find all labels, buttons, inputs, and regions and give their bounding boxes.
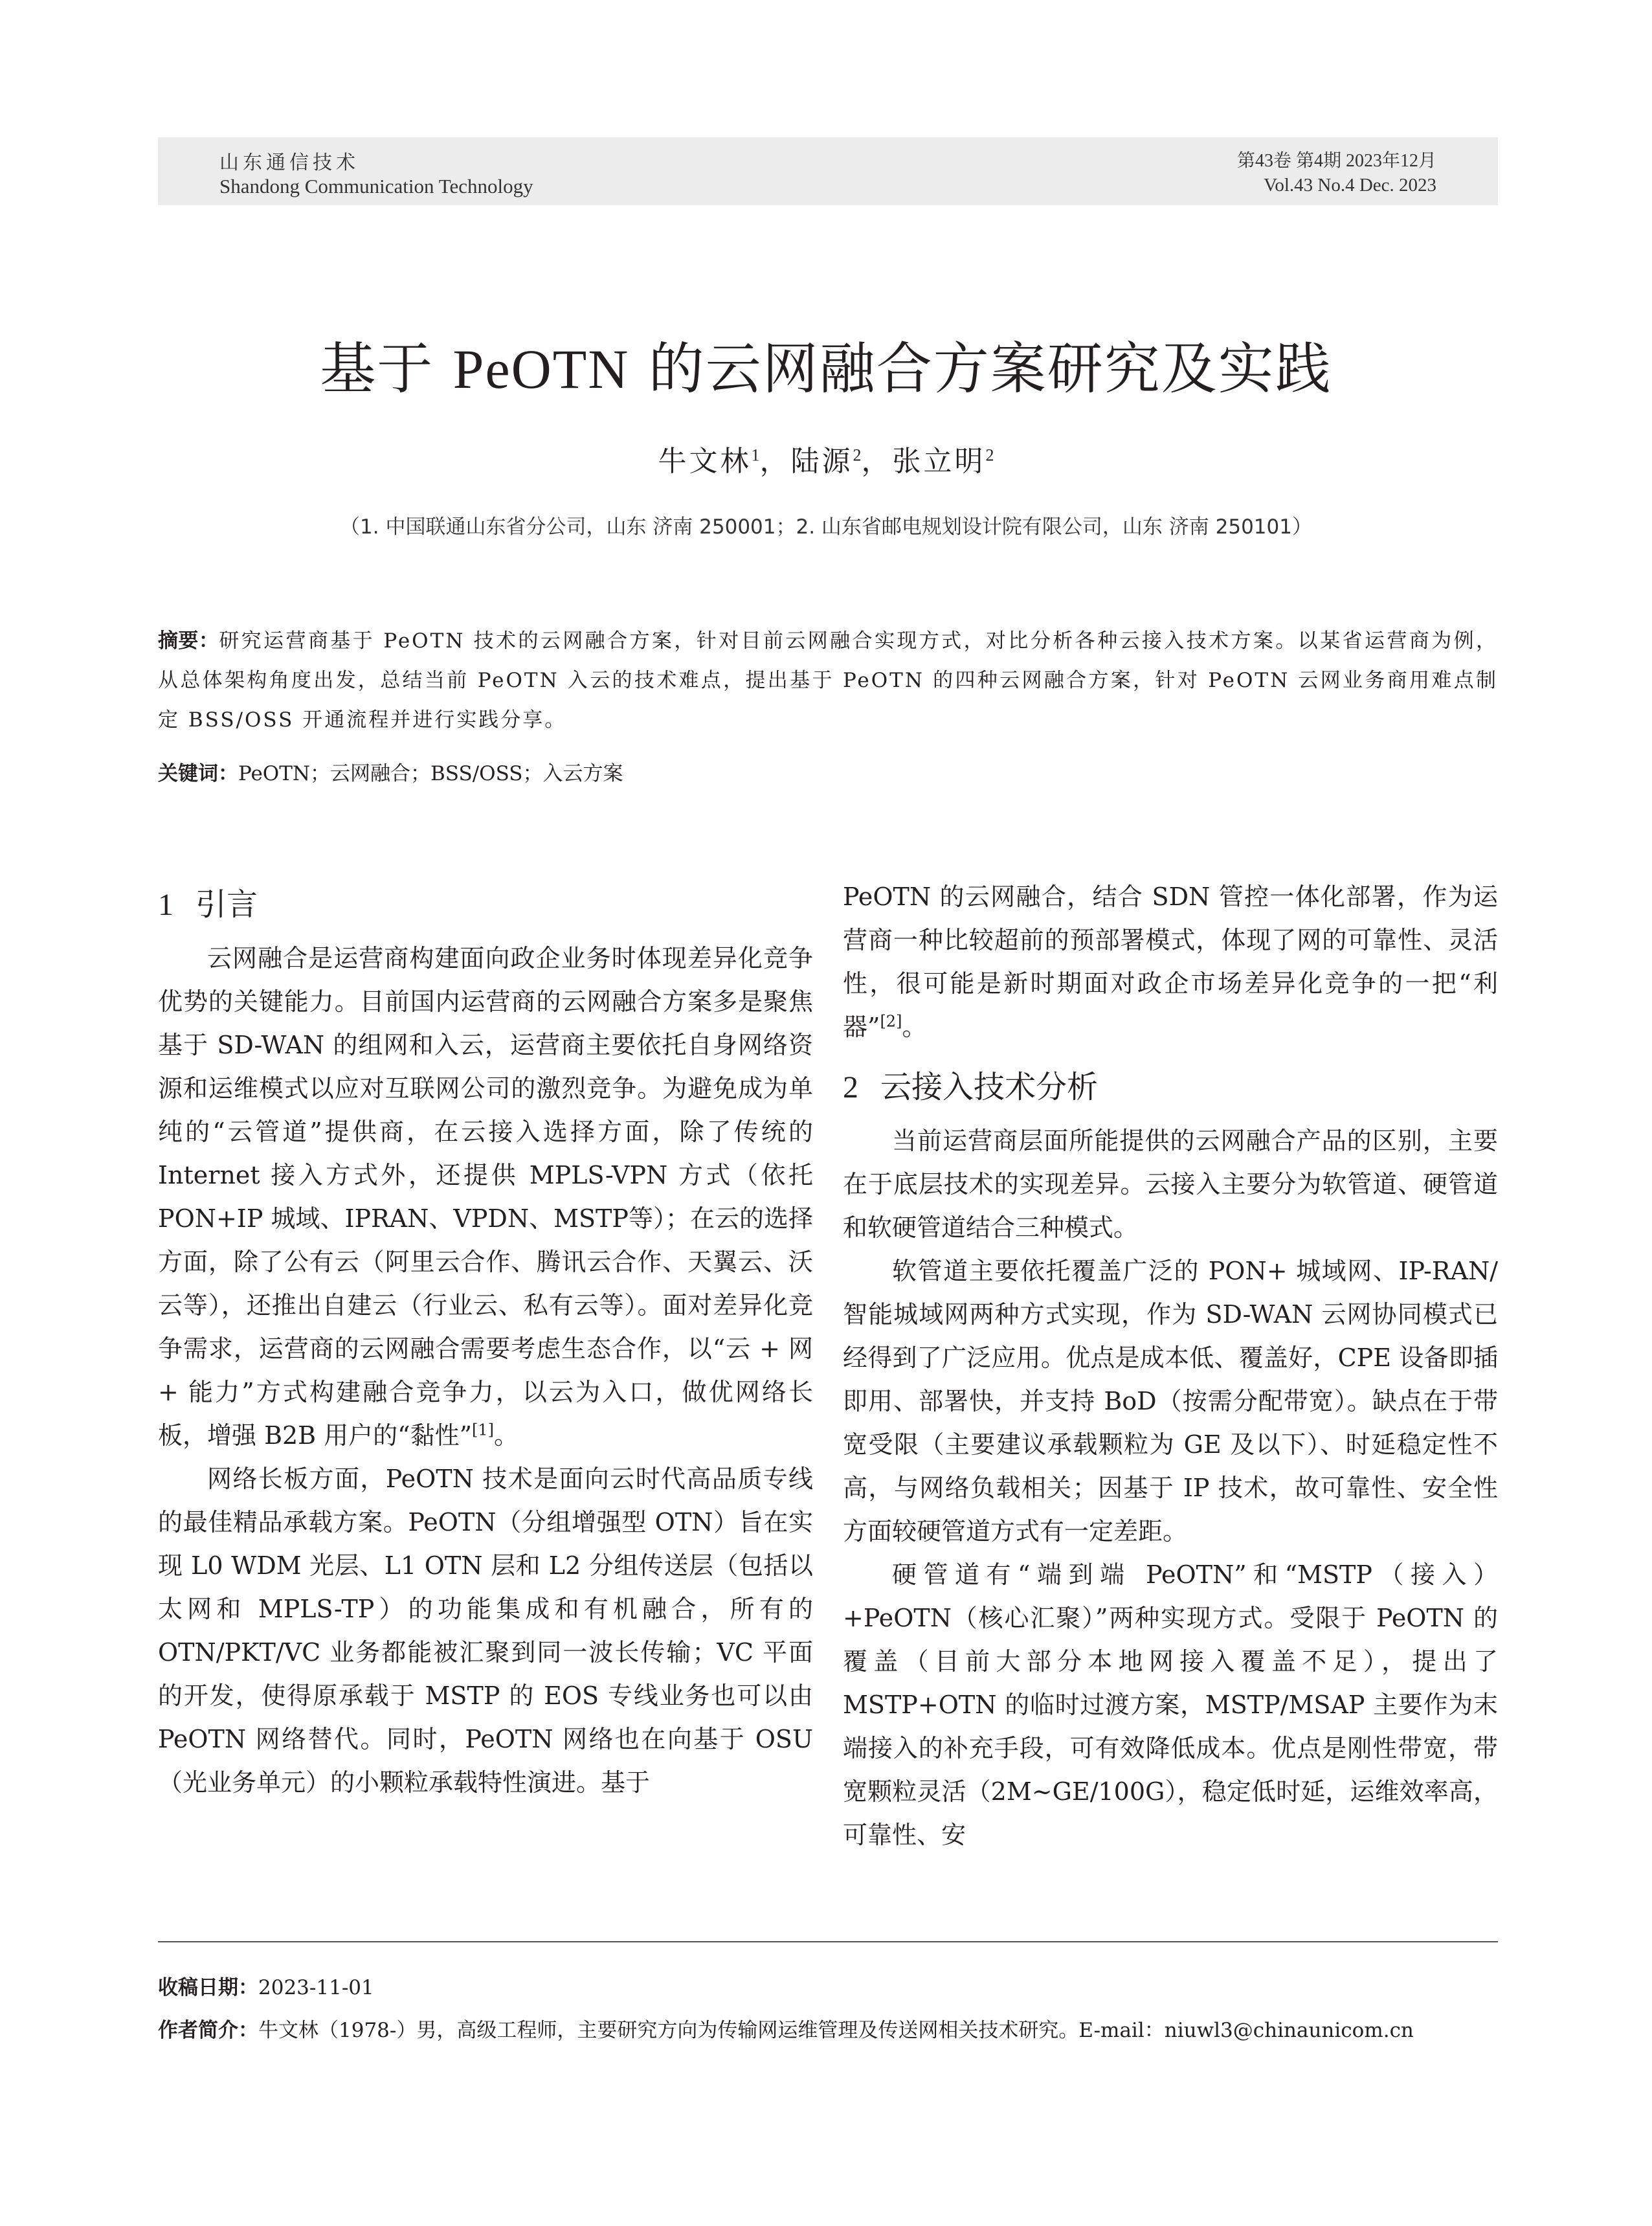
section-title: 引言 <box>195 886 258 923</box>
paragraph-end: 。 <box>494 1421 519 1450</box>
affiliation: （1. 中国联通山东省分公司，山东 济南 250001；2. 山东省邮电规划设计院有限公司，山东 济南 250101） <box>340 515 1312 539</box>
abstract <box>158 622 1498 740</box>
journal-header <box>158 137 1498 205</box>
bio-label: 作者简介： <box>158 2019 258 2042</box>
author-affil-mark: 2 <box>985 445 994 465</box>
citation-mark[interactable]: [1] <box>472 1421 495 1439</box>
received-date <box>158 1975 1498 2001</box>
paragraph <box>158 937 813 1457</box>
author-name: 牛文林 <box>658 445 752 478</box>
citation-mark[interactable]: [2] <box>880 1012 902 1031</box>
received-value: 2023-11-01 <box>258 1976 374 1999</box>
paragraph-text: 云网融合是运营商构建面向政企业务时体现差异化竞争优势的关键能力。目前国内运营商的云网融合方案多是聚焦基于 SD-WAN 的组网和入云，运营商主要依托自身网络资源和运维模式以应对互联网公司的激烈竞争。为避免成为单纯的“云管道”提供商，在云接入选择方面，除了传统的 Internet 接入方式外，还提供 MPLS-VPN 方式（依托 PON+IP 城域、IPRAN、VPDN、MSTP等）；在云的选择方面，除了公有云（阿里云合作、腾讯云合作、天翼云、沃云等），还推出自建云（行业云、私有云等）。面对差异化竞争需求，运营商的云网融合需要考虑生态合作，以“云 + 网 + 能力”方式构建融合竞争力，以云为入口，做优网络长板，增强 B2B 用户的“黏性” <box>158 944 813 1450</box>
abstract-label: 摘要： <box>158 629 219 653</box>
author-separator: ， <box>759 445 791 478</box>
paragraph: 硬管道有“端到端 PeOTN”和“MSTP（接入）+PeOTN（核心汇聚）”两种实现方式。受限于 PeOTN 的覆盖（目前大部分本地网接入覆盖不足），提出了 MSTP+OTN 的临时过渡方案，MSTP/MSAP 主要作为末端接入的补充手段，可有效降低成本。优点是刚性带宽，带宽颗粒灵活（2M~GE/100G），稳定低时延，运维效率高，可靠性、安 <box>843 1560 1498 1849</box>
title-pre: 基于 <box>320 337 453 401</box>
section-number: 1 <box>158 888 173 922</box>
paper-title <box>0 324 1652 404</box>
paragraph: 当前运营商层面所能提供的云网融合产品的区别，主要在于底层技术的实现差异。云接入主要分为软管道、硬管道和软硬管道结合三种模式。 <box>843 1127 1498 1242</box>
issue-info-cn: 第43卷 第4期 2023年12月 <box>1236 151 1436 171</box>
title-post: 的云网融合方案研究及实践 <box>629 337 1332 401</box>
section-heading <box>158 881 813 929</box>
keywords-text: PeOTN；云网融合；BSS/OSS；入云方案 <box>238 762 623 785</box>
bio-value: 牛文林（1978-）男，高级工程师，主要研究方向为传输网运维管理及传送网相关技术研究。E-mail：niuwl3@chinaunicom.cn <box>258 2019 1414 2042</box>
section-heading <box>843 1063 1498 1112</box>
paragraph: 软管道主要依托覆盖广泛的 PON+ 城域网、IP-RAN/ 智能城域网两种方式实现，作为 SD-WAN 云网协同模式已经得到了广泛应用。优点是成本低、覆盖好，CPE 设备即插即用、部署快，并支持 BoD（按需分配带宽）。缺点在于带宽受限（主要建议承载颗粒为 GE 及以下）、时延稳定性不高，与网络负载相关；因基于 IP 技术，故可靠性、安全性方面较硬管道方式有一定差距。 <box>843 1257 1498 1546</box>
title-latin: PeOTN <box>452 338 630 400</box>
body-column-left <box>158 875 813 1804</box>
author-separator: ， <box>861 445 893 478</box>
author-bio <box>158 2018 1498 2043</box>
paragraph-end: 。 <box>902 1013 927 1041</box>
section-number: 2 <box>843 1070 858 1105</box>
paragraph <box>843 875 1498 1049</box>
section-title: 云接入技术分析 <box>880 1069 1099 1105</box>
journal-name-en: Shandong Communication Technology <box>219 175 533 197</box>
author-name: 张立明 <box>892 445 986 478</box>
author-affil-mark: 2 <box>853 445 862 465</box>
received-label: 收稿日期： <box>158 1976 258 1999</box>
journal-name-cn: 山东通信技术 <box>219 152 359 174</box>
issue-info-en: Vol.43 No.4 Dec. 2023 <box>1264 175 1436 196</box>
author-affil-mark: 1 <box>751 445 760 465</box>
keywords <box>158 754 1498 794</box>
paragraph: 网络长板方面，PeOTN 技术是面向云时代高品质专线的最佳精品承载方案。PeOTN（分组增强型 OTN）旨在实现 L0 WDM 光层、L1 OTN 层和 L2 分组传送层（包括以太网和 MPLS-TP）的功能集成和有机融合，所有的 OTN/PKT/VC 业务都能被汇聚到同一波长传输；VC 平面的开发，使得原承载于 MSTP 的 EOS 专线业务也可以由 PeOTN 网络替代。同时，PeOTN 网络也在向基于 OSU（光业务单元）的小颗粒承载特性演进。基于 <box>158 1465 813 1797</box>
paragraph-text: PeOTN 的云网融合，结合 SDN 管控一体化部署，作为运营商一种比较超前的预部署模式，体现了网的可靠性、灵活性，很可能是新时期面对政企市场差异化竞争的一把“利器” <box>843 883 1498 1041</box>
footnote-divider <box>158 1941 1498 1942</box>
body-column-right <box>843 875 1498 1857</box>
abstract-text: 研究运营商基于 PeOTN 技术的云网融合方案，针对目前云网融合实现方式，对比分析各种云接入技术方案。以某省运营商为例，从总体架构角度出发，总结当前 PeOTN 入云的技术难点，提出基于 PeOTN 的四种云网融合方案，针对 PeOTN 云网业务商用难点制定 BSS/OSS 开通流程并进行实践分享。 <box>158 629 1499 732</box>
author-list <box>0 438 1652 479</box>
keywords-label: 关键词： <box>158 762 238 785</box>
author-name: 陆源 <box>790 445 853 478</box>
